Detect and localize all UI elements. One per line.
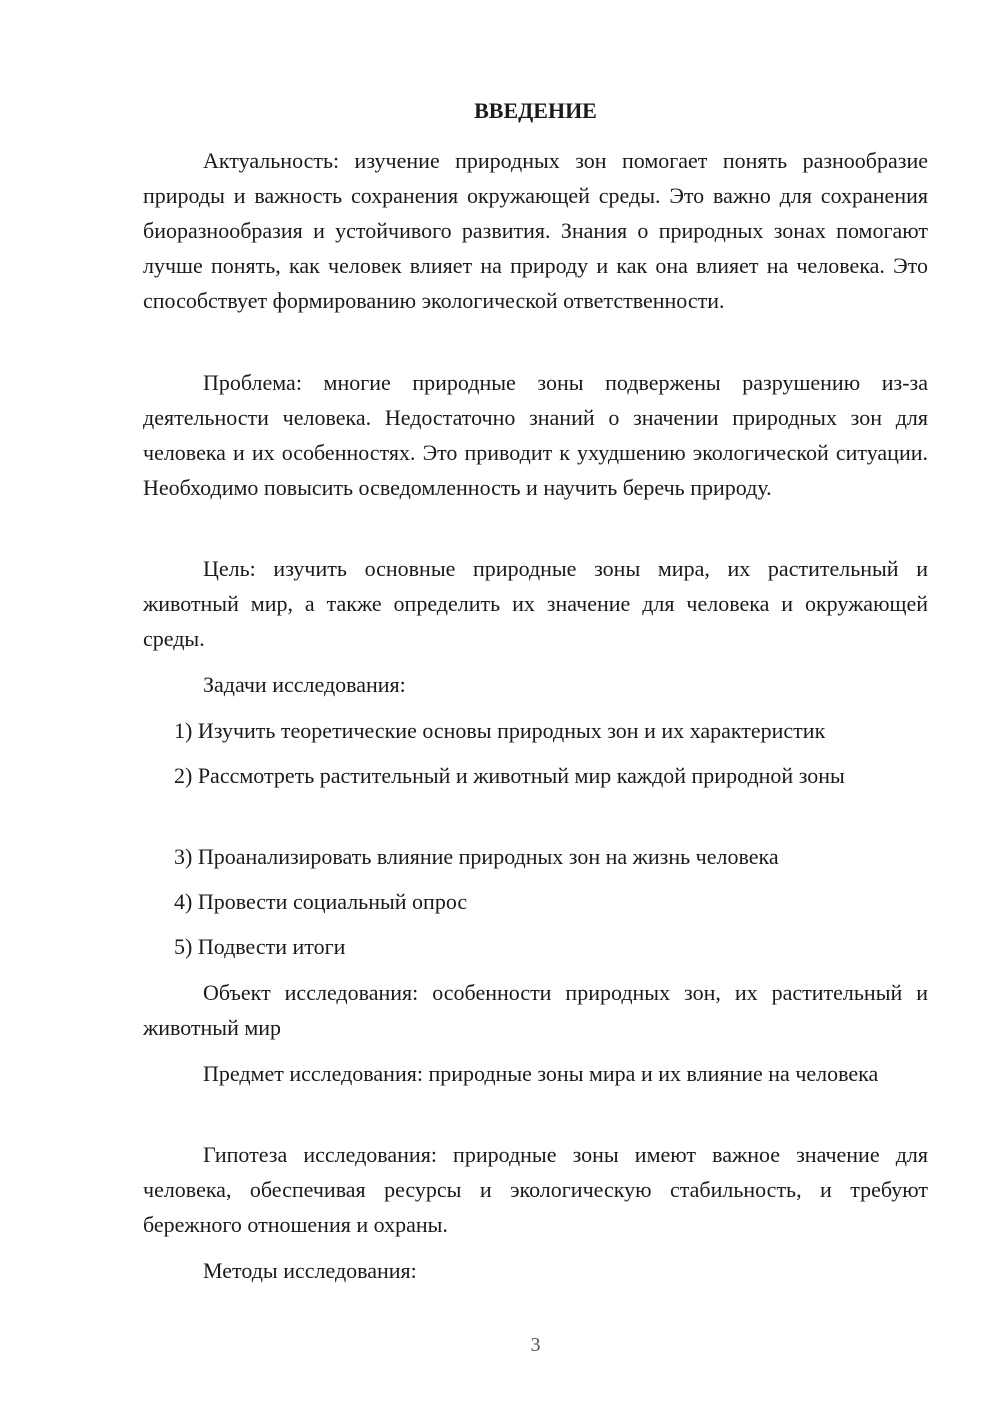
paragraph-goal: Цель: изучить основные природные зоны мира, их растительный и животный мир, а также определить их значение для человека и окружающей среды. (143, 556, 928, 651)
paragraph-methods: Методы исследования: (203, 1258, 417, 1283)
paragraph-relevance: Актуальность: изучение природных зон помогает понять разнообразие природы и важность сохранения окружающей среды. Это важно для сохранения биоразнообразия и устойчивого развития. Знания о природных зонах помогают лучше понять, как человек влияет на природу и как она влияет на человека. Это способствует формированию экологической ответственности. (143, 148, 928, 313)
paragraph-subject: Предмет исследования: природные зоны мира и их влияние на человека (203, 1061, 879, 1086)
task-item-2: 2) Рассмотреть растительный и животный мир каждой природной зоны (174, 763, 845, 788)
tasks-heading: Задачи исследования: (203, 672, 406, 697)
task-item-5: 5) Подвести итоги (174, 934, 346, 959)
task-item-4: 4) Провести социальный опрос (174, 889, 468, 914)
page-title: ВВЕДЕНИЕ (474, 98, 597, 123)
paragraph-object: Объект исследования: особенности природных зон, их растительный и животный мир (143, 980, 928, 1040)
page-number: 3 (530, 1334, 541, 1356)
paragraph-problem: Проблема: многие природные зоны подвержены разрушению из-за деятельности человека. Недостаточно знаний о значении природных зон для человека и их особенностях. Это приводит к ухудшению экологической ситуации. Необходимо повысить осведомленность и научить беречь природу. (143, 370, 928, 500)
task-item-1: 1) Изучить теоретические основы природных зон и их характеристик (174, 718, 826, 743)
task-item-3: 3) Проанализировать влияние природных зон на жизнь человека (174, 844, 779, 869)
paragraph-hypothesis: Гипотеза исследования: природные зоны имеют важное значение для человека, обеспечивая ресурсы и экологическую стабильность, и требуют бережного отношения и охраны. (143, 1142, 928, 1237)
